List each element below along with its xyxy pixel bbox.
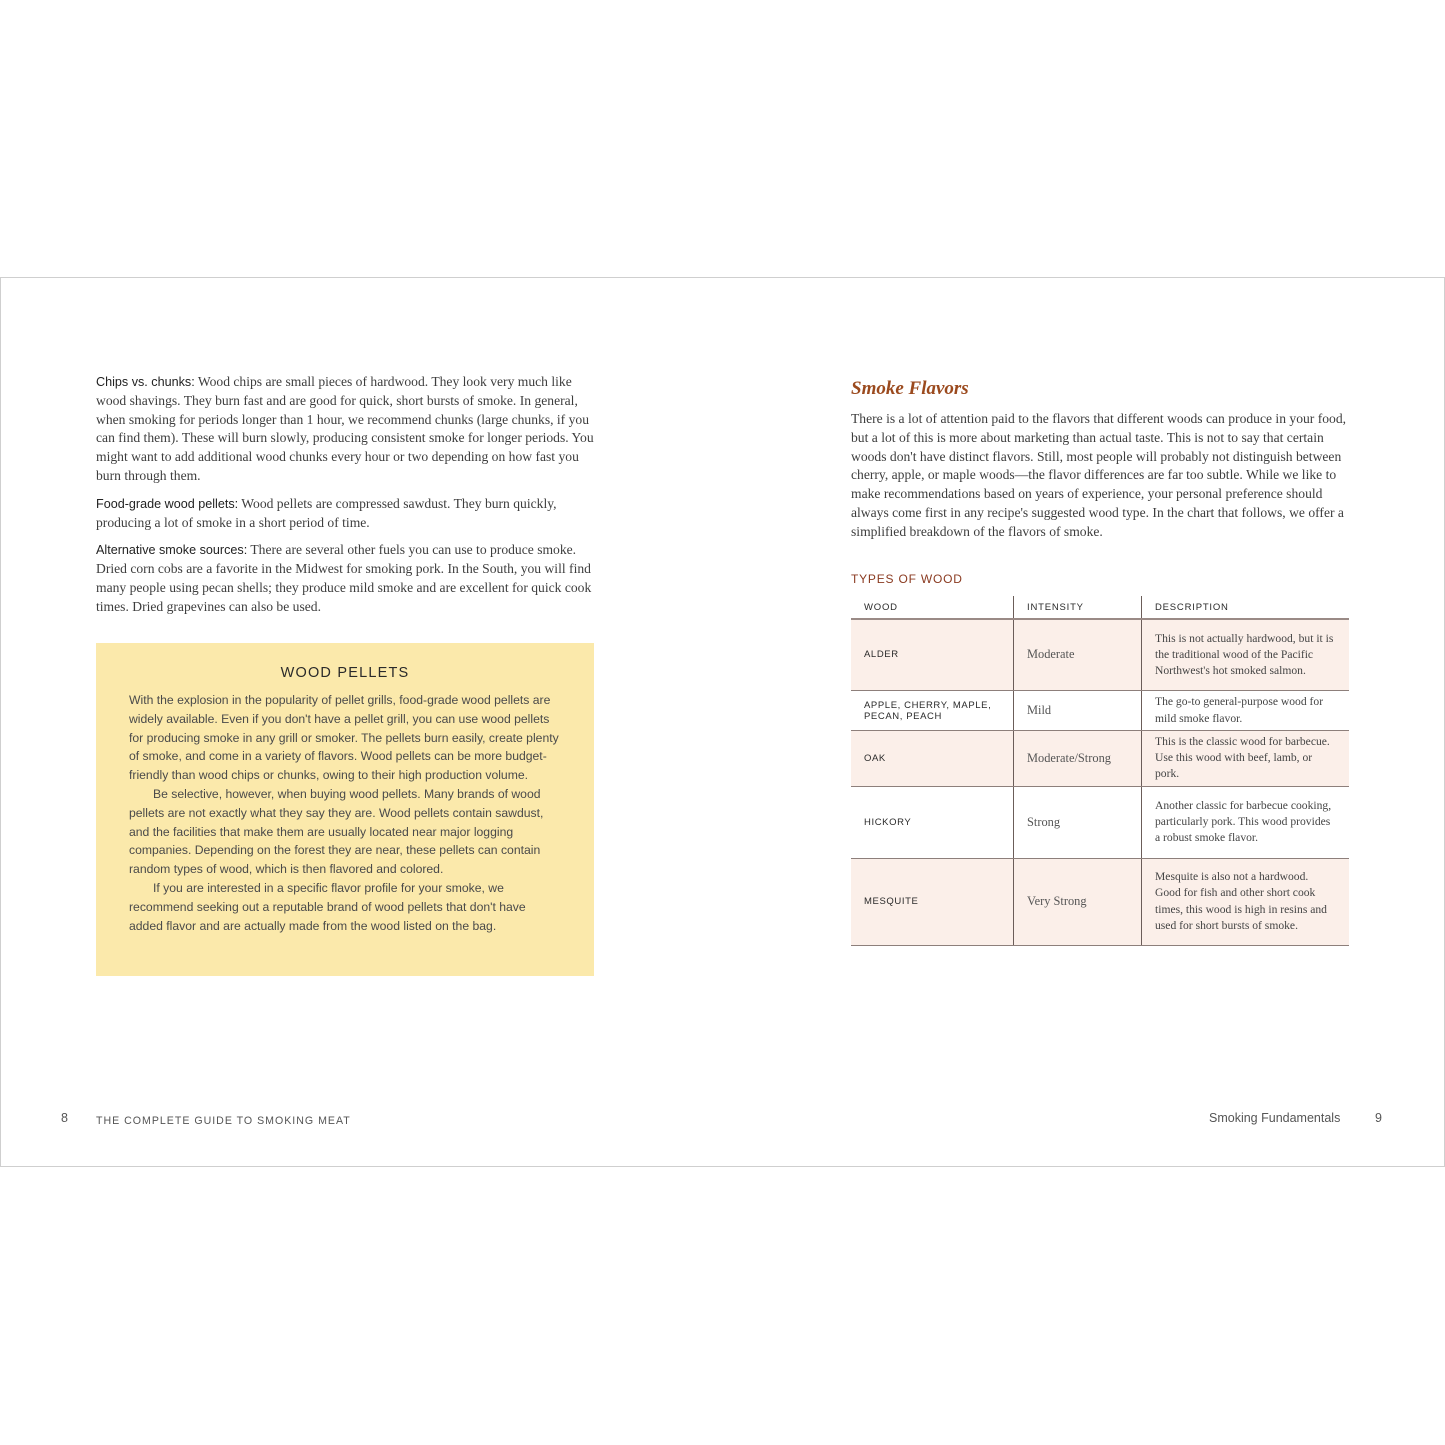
right-running-title (1209, 1109, 1340, 1127)
paragraph-text: Wood chips are small pieces of hardwood. They look very much like wood shavings. They burn fast and are good for quick, short bursts of smoke. In general, when smoking for periods longer than 1 hour, we recommend chunks (large chunks, if you can find them). These will burn slowly, producing consistent smoke for longer periods. You might want to add additional wood chunks every hour or two depending on how fast you burn through them. (96, 374, 594, 483)
left-page-body (96, 373, 596, 626)
header-description: DESCRIPTION (1142, 596, 1350, 619)
table-row (851, 619, 1349, 691)
right-page-body (851, 378, 1351, 946)
table-row (851, 691, 1349, 731)
sidebar-paragraph: If you are interested in a specific flavor profile for your smoke, we recommend seeking out a reputable brand of wood pellets that don't have added flavor and are actually made from the wood listed on the bag. (129, 880, 526, 933)
cell-wood: HICKORY (851, 786, 1014, 858)
paragraph-chips-vs-chunks (96, 373, 596, 486)
paragraph-lead: Alternative smoke sources: (96, 543, 248, 558)
sidebar-paragraph: Be selective, however, when buying wood pellets. Many brands of wood pellets are not exactly what they say they are. Wood pellets contain sawdust, and the facilities that make them are usually located near major logging companies. Depending on the forest they are near, these pellets can contain random types of wood, which is then flavored and colored. (129, 786, 544, 877)
page-number: 9 (1375, 1111, 1382, 1125)
cell-wood: APPLE, CHERRY, MAPLE, PECAN, PEACH (851, 691, 1014, 731)
page-number: 8 (61, 1111, 68, 1125)
paragraph-lead: Food-grade wood pellets: (96, 496, 239, 511)
cell-description: This is not actually hardwood, but it is the traditional wood of the Pacific Northwest's hot smoked salmon. (1142, 619, 1350, 691)
cell-wood: MESQUITE (851, 858, 1014, 945)
running-title: THE COMPLETE GUIDE TO SMOKING MEAT (96, 1115, 351, 1127)
cell-wood: OAK (851, 731, 1014, 787)
sidebar-body (96, 691, 594, 935)
right-page-number (1375, 1109, 1382, 1127)
paragraph-alternative-sources (96, 541, 596, 616)
paragraph-text: There are several other fuels you can use to produce smoke. Dried corn cobs are a favorite in the Midwest for smoking pork. In the South, you will find many people using pecan shells; they produce mild smoke and are excellent for quick cook times. Dried grapevines can also be used. (96, 542, 592, 614)
header-intensity: INTENSITY (1014, 596, 1142, 619)
cell-description: The go-to general-purpose wood for mild smoke flavor. (1142, 691, 1350, 731)
cell-description: This is the classic wood for barbecue. Use this wood with beef, lamb, or pork. (1142, 731, 1350, 787)
table-row (851, 731, 1349, 787)
table-caption: TYPES OF WOOD (851, 571, 963, 586)
cell-intensity: Mild (1014, 691, 1142, 731)
cell-intensity: Moderate/Strong (1014, 731, 1142, 787)
sidebar-title: WOOD PELLETS (280, 665, 410, 681)
paragraph-text: Wood pellets are compressed sawdust. They burn quickly, producing a lot of smoke in a short period of time. (96, 495, 557, 530)
table-row (851, 858, 1349, 945)
left-running-title (96, 1111, 351, 1129)
table-row (851, 786, 1349, 858)
cell-wood: ALDER (851, 619, 1014, 691)
cell-description: Mesquite is also not a hardwood. Good for fish and other short cook times, this wood is high in resins and used for short bursts of smoke. (1142, 858, 1350, 945)
cell-intensity: Strong (1014, 786, 1142, 858)
paragraph-wood-pellets (96, 495, 596, 533)
table-header-row (851, 596, 1349, 619)
paragraph-lead: Chips vs. chunks: (96, 375, 195, 389)
running-title: Smoking Fundamentals (1209, 1111, 1341, 1125)
intro-paragraph: There is a lot of attention paid to the flavors that different woods can produce in your food, but a lot of this is more about marketing than actual taste. This is not to say that certain woods don't have distinct flavors. Still, most people will probably not distinguish between cherry, apple, or maple woods—the flavor differences are far too subtle. While we like to make recommendations based on years of experience, your personal preference should always come first in any recipe's suggested wood type. In the chart that follows, we offer a simplified breakdown of the flavors of smoke. (851, 411, 1347, 539)
sidebar-paragraph: With the explosion in the popularity of pellet grills, food-grade wood pellets are widely available. Even if you don't have a pellet grill, you can use wood pellets for producing smoke in any grill or smoker. The pellets burn easily, create plenty of smoke, and come in a variety of flavors. Wood pellets can be more budget-friendly than wood chips or chunks, owing to their high production volume. (129, 693, 559, 783)
cell-description: Another classic for barbecue cooking, particularly pork. This wood provides a robust smoke flavor. (1142, 786, 1350, 858)
wood-pellets-sidebar (96, 643, 594, 976)
cell-intensity: Moderate (1014, 619, 1142, 691)
section-title: Smoke Flavors (851, 378, 969, 399)
wood-types-table (851, 596, 1349, 946)
left-page-number (61, 1109, 68, 1127)
cell-intensity: Very Strong (1014, 858, 1142, 945)
header-wood: WOOD (851, 596, 1014, 619)
book-spread (0, 277, 1445, 1167)
